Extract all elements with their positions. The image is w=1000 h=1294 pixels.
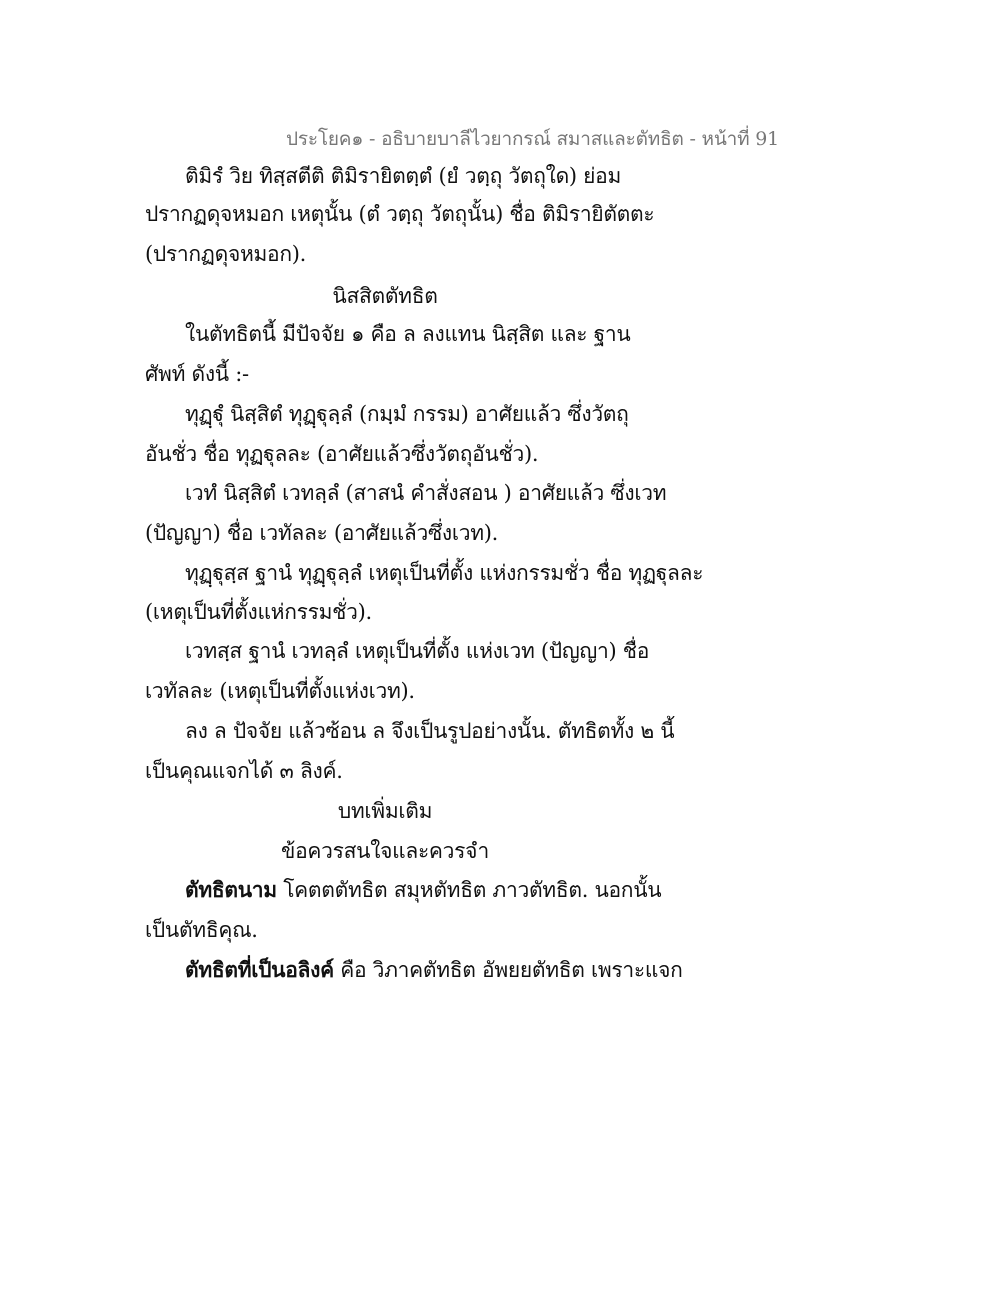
text-line: ศัพท์ ดังนี้ :- <box>145 362 249 386</box>
text-line: เป็นตัทธิคุณ. <box>145 918 258 942</box>
text-line: ทุฏฺฐุสฺส ฐานํ ทุฏฺฐุลฺลํ เหตุเป็นที่ตั้ง แห่งกรรมชั่ว ชื่อ ทุฏฐุลละ <box>185 561 704 585</box>
section-heading: นิสสิตตัทธิต <box>332 284 438 308</box>
note-line <box>185 876 661 904</box>
text-line: ลง ล ปัจจัย แล้วซ้อน ล จึงเป็นรูปอย่างนั้น. ตัทธิตทั้ง ๒ นี้ <box>185 719 675 743</box>
text-line: เป็นคุณแจกได้ ๓ ลิงค์. <box>145 759 343 783</box>
text-line: เวทัลละ (เหตุเป็นที่ตั้งแห่งเวท). <box>145 679 415 703</box>
subsection-heading: ข้อควรสนใจและควรจำ <box>281 839 489 863</box>
text-line: (เหตุเป็นที่ตั้งแห่กรรมชั่ว). <box>145 600 372 624</box>
text-line: (ปัญญา) ชื่อ เวทัลละ (อาศัยแล้วซึ่งเวท). <box>145 521 499 545</box>
text-line: ทุฏฺฐุํ นิสฺสิตํ ทุฏฺฐุลฺลํ (กมฺมํ กรรม) อาศัยแล้ว ซึ่งวัตถุ <box>185 402 629 426</box>
text-line: ในตัทธิตนี้ มีปัจจัย ๑ คือ ล ลงแทน นิสฺสิต และ ฐาน <box>185 322 631 346</box>
text-line: ติมิรํ วิย ทิสฺสตีติ ติมิรายิตตฺตํ (ยํ วตฺถุ วัตถุใด) ย่อม <box>185 164 622 188</box>
note-text: คือ วิภาคตัทธิต อัพยยตัทธิต เพราะแจก <box>333 958 683 982</box>
text-line: (ปรากฏดุจหมอก). <box>145 242 307 266</box>
text-line: เวทสฺส ฐานํ เวทลฺลํ เหตุเป็นที่ตั้ง แห่งเวท (ปัญญา) ชื่อ <box>185 639 650 663</box>
text-line: อันชั่ว ชื่อ ทุฏฐุลละ (อาศัยแล้วซึ่งวัตถุอันชั่ว). <box>145 442 539 466</box>
note-term: ตัทธิตที่เป็นอลิงค์ <box>185 957 334 982</box>
page-header: ประโยค๑ - อธิบายบาลีไวยากรณ์ สมาสและตัทธิต - หน้าที่ 91 <box>286 128 780 150</box>
note-text: โคตตตัทธิต สมุหตัทธิต ภาวตัทธิต. นอกนั้น <box>276 878 662 902</box>
text-line: ปรากฏดุจหมอก เหตุนั้น (ตํ วตฺถุ วัตถุนั้น) ชื่อ ติมิรายิตัตตะ <box>145 202 655 226</box>
note-term: ตัทธิตนาม <box>185 877 277 902</box>
text-line: เวทํ นิสฺสิตํ เวทลฺลํ (สาสนํ คำสั่งสอน ) อาศัยแล้ว ซึ่งเวท <box>185 481 667 505</box>
section-heading: บทเพิ่มเติม <box>337 799 433 823</box>
note-line <box>185 956 683 984</box>
